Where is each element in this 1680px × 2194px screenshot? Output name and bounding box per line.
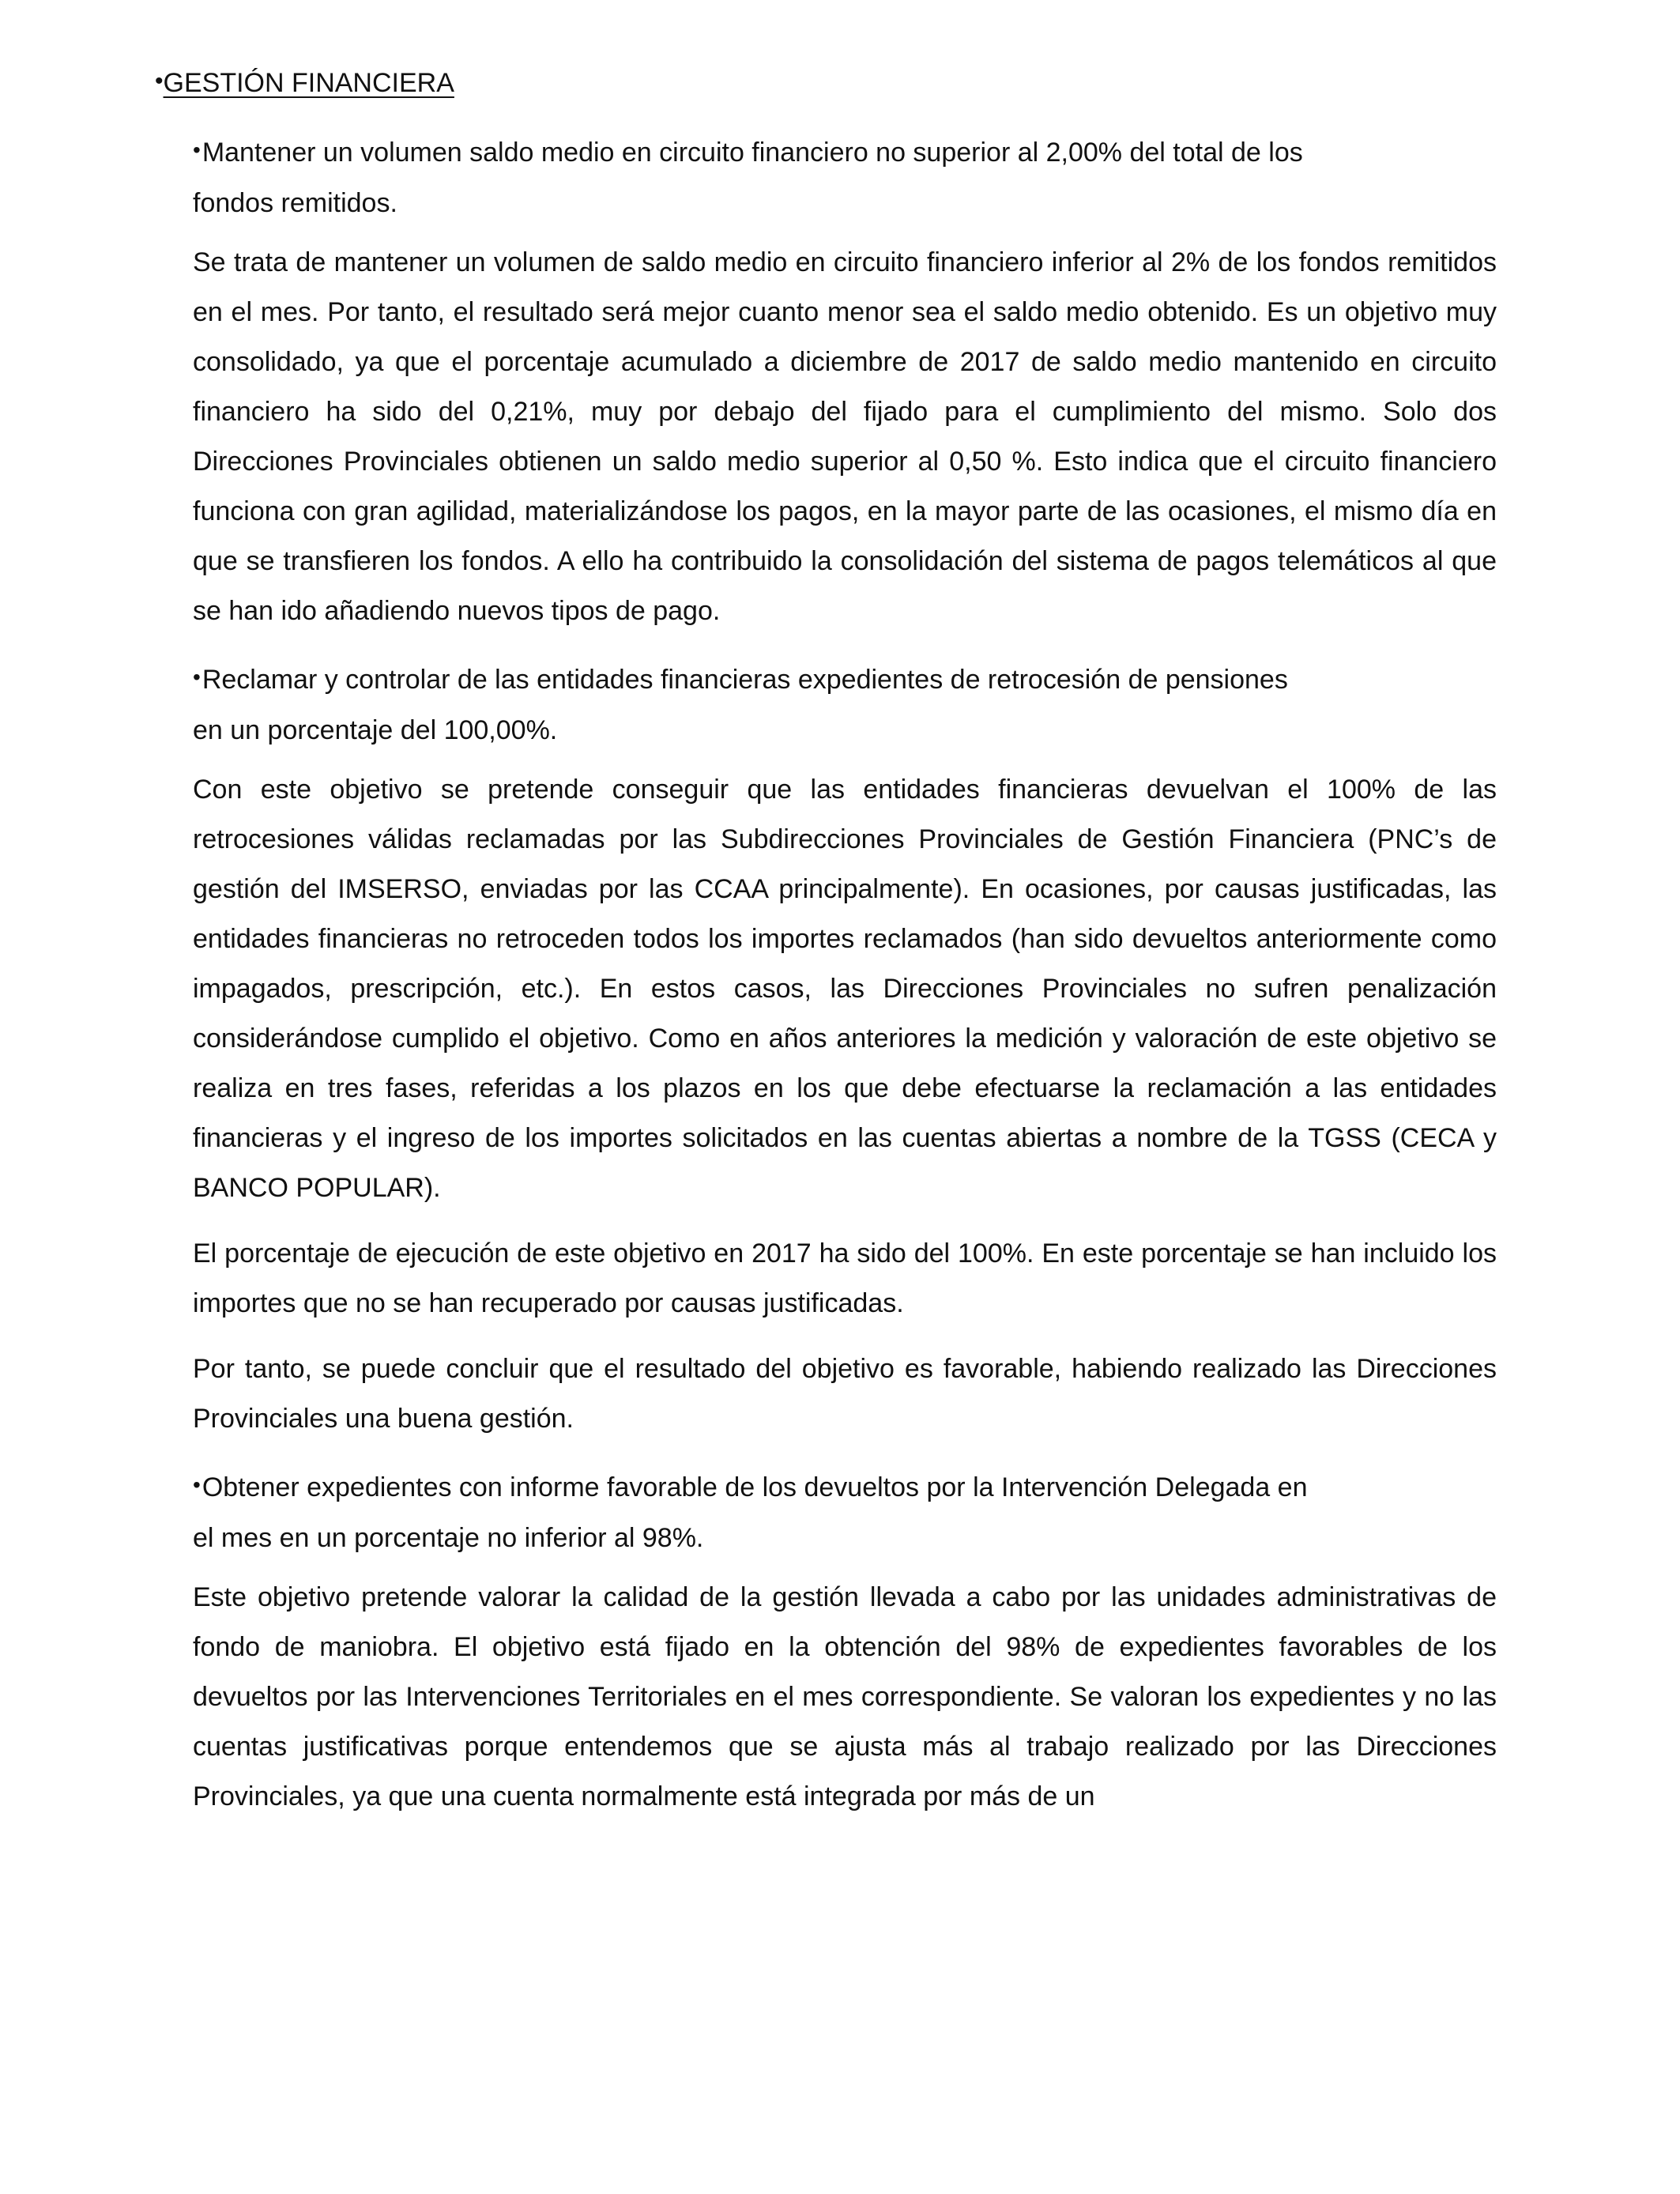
section-heading [155, 60, 454, 104]
paragraph: El porcentaje de ejecución de este objetivo en 2017 ha sido del 100%. En este porcentaje se han incluido los importes que no se han recuperado por causas justificadas. [193, 1238, 1497, 1318]
paragraph: Con este objetivo se pretende conseguir que las entidades financieras devuelvan el 100% de las retrocesiones válidas reclamadas por las Subdirecciones Provinciales de Gestión Financiera (PNC’s de gestión del IMSERSO, enviadas por las CCAA principalmente). En ocasiones, por causas justificadas, las entidades financieras no retroceden todos los importes reclamados (han sido devueltos anteriormente como impagados, prescripción, etc.). En estos casos, las Direcciones Provinciales no sufren penalización considerándose cumplido el objetivo. Como en años anteriores la medición y valoración de este objetivo se realiza en tres fases, referidas a los plazos en los que debe efectuarse la reclamación a las entidades financieras y el ingreso de los importes solicitados en las cuentas abiertas a nombre de la TGSS (CECA y BANCO POPULAR). [193, 775, 1497, 1203]
objective-line [193, 652, 1497, 705]
heading-bullet: • [155, 68, 164, 94]
objective-line: en un porcentaje del 100,00%. [193, 715, 558, 745]
objective-heading [193, 1460, 1497, 1563]
objective-text: Obtener expedientes con informe favorable de los devueltos por la Intervención Delegada en [202, 1472, 1308, 1502]
objective-line: fondos remitidos. [193, 188, 397, 218]
document-body [193, 125, 1497, 1838]
objective-text: Reclamar y controlar de las entidades financieras expedientes de retrocesión de pensiones [202, 665, 1288, 695]
paragraph: Por tanto, se puede concluir que el resultado del objetivo es favorable, habiendo realizado las Direcciones Provinciales una buena gestión. [193, 1354, 1497, 1434]
objective-heading [193, 125, 1497, 228]
objective-line [193, 1460, 1497, 1513]
objective-bullet: • [193, 665, 201, 689]
objective-line [193, 125, 1497, 178]
paragraph: Se trata de mantener un volumen de saldo medio en circuito financiero inferior al 2% de los fondos remitidos en el mes. Por tanto, el resultado será mejor cuanto menor sea el saldo medio obtenido. Es un objetivo muy consolidado, ya que el porcentaje acumulado a diciembre de 2017 de saldo medio mantenido en circuito financiero ha sido del 0,21%, muy por debajo del fijado para el cumplimiento del mismo. Solo dos Direcciones Provinciales obtienen un saldo medio superior al 0,50 %. Esto indica que el circuito financiero funciona con gran agilidad, materializándose los pagos, en la mayor parte de las ocasiones, el mismo día en que se transfieren los fondos. A ello ha contribuido la consolidación del sistema de pagos telemáticos al que se han ido añadiendo nuevos tipos de pago. [193, 247, 1497, 626]
objective-line: el mes en un porcentaje no inferior al 98%. [193, 1523, 704, 1553]
objective-text: Mantener un volumen saldo medio en circuito financiero no superior al 2,00% del total de los [202, 138, 1303, 168]
objective-bullet: • [193, 1472, 201, 1497]
objective-bullet: • [193, 138, 201, 162]
objective-heading [193, 652, 1497, 756]
heading-title: GESTIÓN FINANCIERA [163, 68, 454, 98]
paragraph: Este objetivo pretende valorar la calidad de la gestión llevada a cabo por las unidades administrativas de fondo de maniobra. El objetivo está fijado en la obtención del 98% de expedientes favorables de los devueltos por las Intervenciones Territoriales en el mes correspondiente. Se valoran los expedientes y no las cuentas justificativas porque entendemos que se ajusta más al trabajo realizado por las Direcciones Provinciales, ya que una cuenta normalmente está integrada por más de un [193, 1582, 1497, 1811]
